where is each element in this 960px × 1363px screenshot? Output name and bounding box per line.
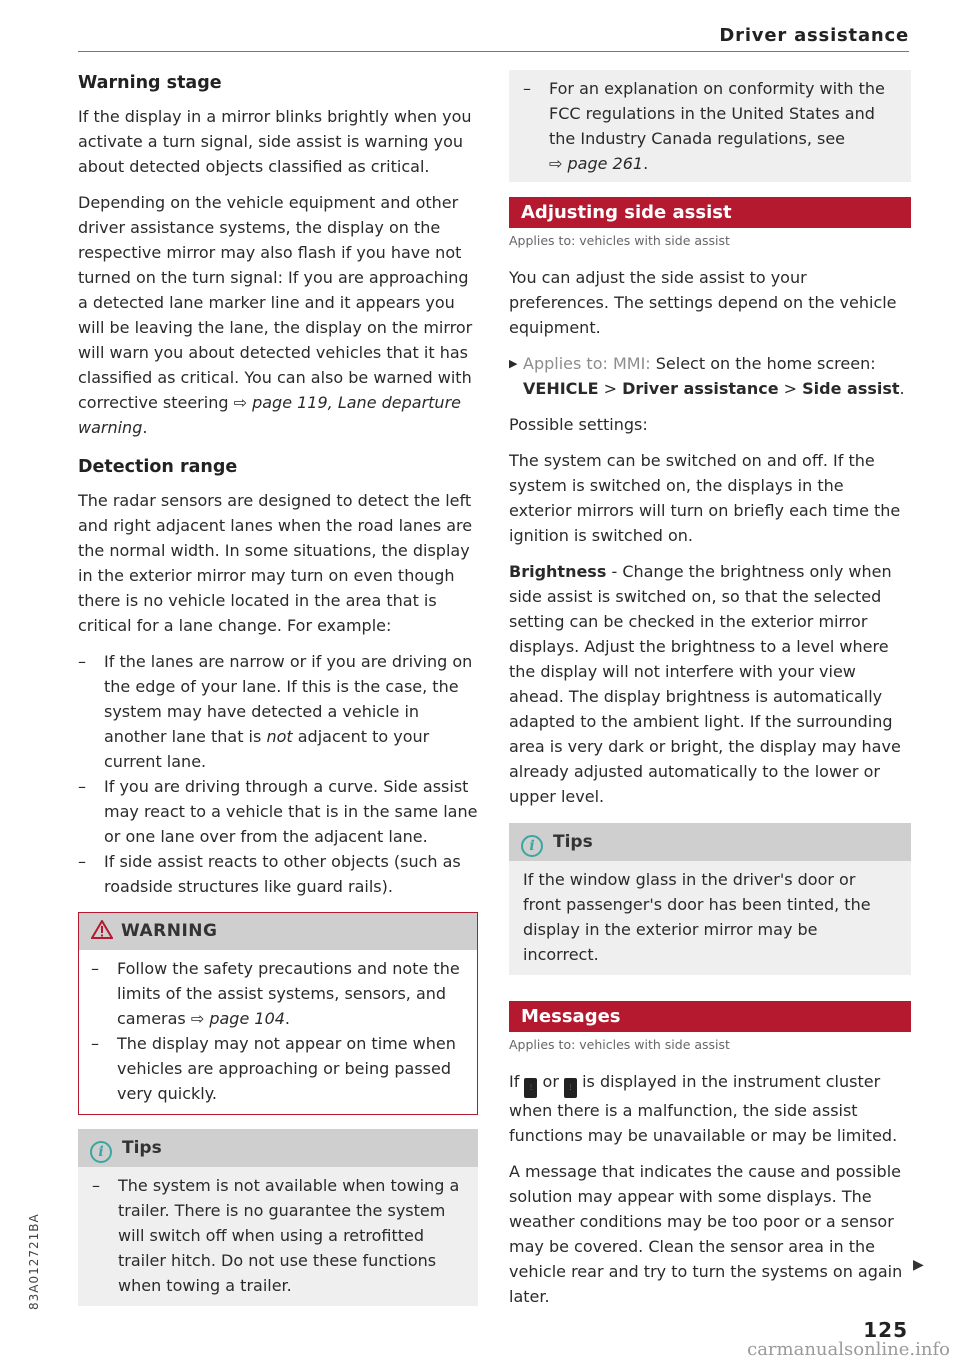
tips-box-right <box>509 823 911 975</box>
side-assist-warning-lamp-icon: ⫶ <box>524 1078 537 1098</box>
menu-driver-assistance[interactable]: Driver assistance <box>622 379 779 398</box>
detection-range-p1: The radar sensors are designed to detect the left and right adjacent lanes when the road lanes are the normal width. In some situations, the display in the exterior mirror may turn on even though there is no vehicle located in the area that is critical for a lane change. For example: <box>78 491 473 635</box>
footer-watermark: carmanualsonline.info <box>747 1339 950 1360</box>
applies-to-note: Applies to: vehicles with side assist <box>509 233 730 248</box>
running-head: Driver assistance <box>719 25 909 46</box>
warning-stage-heading: Warning stage <box>78 73 222 93</box>
tips-title: Tips <box>122 1138 162 1158</box>
continue-arrow-icon: ▶ <box>913 1257 924 1273</box>
warning-stage-p2: Depending on the vehicle equipment and other driver assistance systems, the display on the respective mirror may also flash if you have not turned on the turn signal: If you are approaching a detected lane marker line and it appears you will be leaving the lane, the display on the mirror will warn you about detected vehicles that it has classified as critical. You can also be warned with corrective steering ⇨ page 119, Lane departure warning. <box>78 193 473 437</box>
detection-range-heading: Detection range <box>78 457 238 477</box>
detection-range-list <box>78 649 478 899</box>
tips-header <box>509 823 911 861</box>
menu-vehicle[interactable]: VEHICLE <box>523 379 599 398</box>
tips-text: If the window glass in the driver's door or front passenger's door has been tinted, the display in the exterior mirror may be incorrect. <box>523 870 871 964</box>
list-item: – If you are driving through a curve. Side assist may react to a vehicle that is in the same lane or one lane over from the adjacent lane. <box>78 774 478 849</box>
messages-p2: A message that indicates the cause and possible solution may appear with some displays. The weather conditions may be too poor or a sensor may be covered. Clean the sensor area in the vehicle rear and try to turn the systems on again later. <box>509 1162 903 1306</box>
side-assist-indicator-lamp-icon: ⫶ <box>564 1078 577 1098</box>
lane-departure-link[interactable]: ⇨ page 119, Lane departure warning <box>78 393 461 437</box>
warning-triangle-icon <box>91 920 113 949</box>
list-item: – The display may not appear on time when vehicles are approaching or being passed very quickly. <box>91 1031 465 1106</box>
list-item: – The system is not available when towing a trailer. There is no guarantee the system will switch off when using a retrofitted trailer hitch. Do not use these functions when towing a trailer. <box>92 1173 464 1298</box>
page-104-link[interactable]: ⇨ page 104 <box>190 1009 285 1028</box>
page-261-link[interactable]: ⇨ page 261 <box>549 154 644 173</box>
menu-side-assist[interactable]: Side assist <box>802 379 900 398</box>
warning-box <box>78 912 478 1115</box>
tips-box-left <box>78 1129 478 1306</box>
applies-to-note: Applies to: vehicles with side assist <box>509 1037 730 1052</box>
warning-title: WARNING <box>121 921 218 941</box>
messages-banner: Messages <box>509 1001 911 1032</box>
warning-box-body <box>79 950 477 1114</box>
tips-header <box>78 1129 478 1167</box>
tips-body <box>509 861 911 975</box>
step-triangle-icon: ▶ <box>509 357 518 370</box>
info-icon: i <box>521 835 543 857</box>
tips-body <box>78 1167 478 1306</box>
fcc-note-box <box>509 70 911 182</box>
list-item: – For an explanation on conformity with the FCC regulations in the United States and the Industry Canada regulations, see ⇨ page 261. <box>523 76 897 176</box>
warning-box-header <box>79 913 477 950</box>
adjusting-p1: You can adjust the side assist to your preferences. The settings depend on the vehicle equipment. <box>509 268 897 337</box>
warning-stage-p1: If the display in a mirror blinks brightly when you activate a turn signal, side assist is warning you about detected objects classified as critical. <box>78 107 472 176</box>
instruction-step: ▶ Applies to: MMI: Select on the home screen: VEHICLE > Driver assistance > Side assist. <box>509 351 911 401</box>
list-item: – If the lanes are narrow or if you are driving on the edge of your lane. If this is the case, the system may have detected a vehicle in another lane that is not adjacent to your current lane. <box>78 649 478 774</box>
list-item: – If side assist reacts to other objects (such as roadside structures like guard rails). <box>78 849 478 899</box>
brightness-paragraph: Brightness - Change the brightness only when side assist is switched on, so that the selected setting can be checked in the exterior mirror displays. Adjust the brightness to a level where the display will not interfere with your view ahead. The display brightness is automatically adapted to the ambient light. If the surrounding area is very dark or bright, the display may have already adjusted automatically to the lower or upper level. <box>509 562 901 806</box>
adjusting-p2: The system can be switched on and off. If the system is switched on, the displays in the exterior mirrors will turn on briefly each time the ignition is switched on. <box>509 451 901 545</box>
messages-p1: If ⫶ or ⫶ is displayed in the instrument cluster when there is a malfunction, the side assist functions may be unavailable or may be limited. <box>509 1072 898 1145</box>
tips-title: Tips <box>553 832 593 852</box>
info-icon: i <box>90 1141 112 1163</box>
adjusting-side-assist-banner: Adjusting side assist <box>509 197 911 228</box>
left-column <box>78 70 478 1306</box>
header-rule <box>78 51 909 52</box>
right-column <box>509 70 911 1320</box>
possible-settings: Possible settings: <box>509 415 648 434</box>
document-code: 83A012721BA <box>27 1213 41 1310</box>
page-number: 125 <box>863 1318 908 1342</box>
list-item: – Follow the safety precautions and note the limits of the assist systems, sensors, and cameras ⇨ page 104. <box>91 956 465 1031</box>
